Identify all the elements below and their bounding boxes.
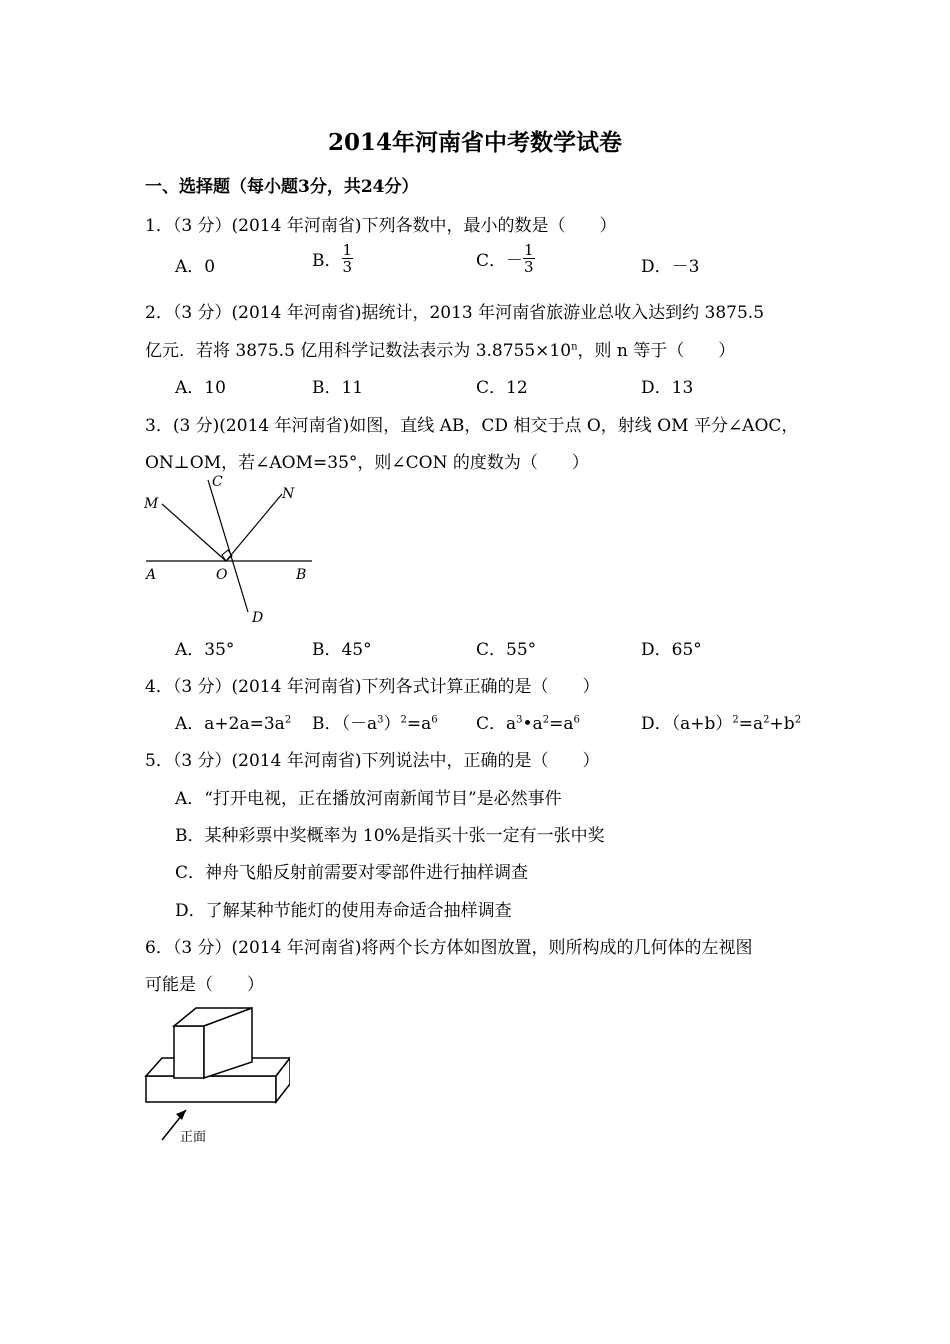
ray-on	[226, 494, 282, 561]
q6-cuboids-figure	[140, 1000, 290, 1150]
q4-b-sup1: 3	[377, 714, 384, 726]
q3-line1: 3．(3 分)(2014 年河南省)如图，直线 AB，CD 相交于点 O，射线 OM 平分∠AOC，	[145, 416, 799, 436]
q1-stem: 1．（3 分）(2014 年河南省)下列各数中，最小的数是（ ）	[145, 216, 617, 236]
q3-line2: ON⊥OM，若∠AOM=35°，则∠CON 的度数为（ ）	[145, 453, 589, 473]
q1-option-c-label: C．－	[476, 251, 524, 271]
q4-option-a	[175, 709, 291, 734]
q4-option-b	[312, 709, 438, 734]
front-arrow-icon	[176, 1110, 186, 1120]
label-m: M	[144, 496, 159, 512]
q2-option-d: D．13	[641, 378, 694, 398]
q3-option-d: D．65°	[641, 640, 702, 660]
label-b: B	[296, 567, 307, 583]
q5-option-d: D．了解某种节能灯的使用寿命适合抽样调查	[175, 901, 512, 921]
q1-option-c-fraction	[523, 242, 535, 275]
section-heading: 一、选择题（每小题3分，共24分）	[145, 177, 419, 197]
q2-line2	[145, 336, 735, 361]
q6-line2: 可能是（ ）	[145, 975, 264, 995]
q6-line1: 6．（3 分）(2014 年河南省)将两个长方体如图放置，则所构成的几何体的左视图	[145, 938, 753, 958]
q5-stem: 5．（3 分）(2014 年河南省)下列说法中，正确的是（ ）	[145, 751, 600, 771]
q4-d-end: +b	[769, 714, 795, 734]
q4-c-mid: •a	[522, 714, 543, 734]
q4-b-sup3: 6	[431, 714, 438, 726]
label-n: N	[282, 486, 295, 502]
q2-option-a: A．10	[175, 378, 226, 398]
q4-c-eq: =a	[549, 714, 574, 734]
q4-d-sup1: 2	[732, 714, 739, 726]
top-cube-front	[174, 1026, 204, 1078]
front-label: 正面	[180, 1130, 207, 1145]
q3-option-c: C．55°	[476, 640, 537, 660]
q1-option-c	[476, 242, 535, 275]
q3-option-b: B．45°	[312, 640, 372, 660]
q1-b-denominator: 3	[342, 258, 353, 276]
q4-a-text: A．a+2a=3a	[175, 714, 285, 734]
page-title: 2014年河南省中考数学试卷	[327, 129, 622, 156]
q2-line2-pre: 亿元．若将 3875.5 亿用科学记数法表示为 3.8755×10	[145, 341, 572, 361]
q4-c-sup2: 2	[542, 714, 550, 726]
label-a: A	[146, 567, 157, 583]
q2-option-b: B．11	[312, 378, 364, 398]
q2-exponent: n	[571, 341, 578, 353]
bottom-cuboid-front	[146, 1076, 276, 1102]
ray-om	[162, 504, 226, 561]
label-d: D	[252, 610, 264, 626]
q4-c-sup1: 3	[516, 714, 523, 726]
q4-b-sup2: 2	[400, 714, 407, 726]
q4-d-mid: =a	[738, 714, 764, 734]
q4-b-eq: =a	[406, 714, 432, 734]
q4-b-mid: ）	[383, 714, 401, 734]
q4-d-sup2: 2	[763, 714, 770, 726]
q1-option-b	[312, 242, 353, 275]
q5-option-b: B．某种彩票中奖概率为 10%是指买十张一定有一张中奖	[175, 826, 605, 846]
q4-stem: 4．（3 分）(2014 年河南省)下列各式计算正确的是（ ）	[145, 677, 600, 697]
q3-option-a: A．35°	[175, 640, 235, 660]
q2-option-c: C．12	[476, 378, 528, 398]
q4-c-sup3: 6	[573, 714, 580, 726]
q4-d-pre: D．（a+b）	[641, 714, 733, 734]
q4-c-pre: C．a	[476, 714, 517, 734]
q1-b-numerator: 1	[342, 241, 353, 259]
q4-d-sup3: 2	[794, 714, 802, 726]
q4-option-c	[476, 709, 580, 734]
q3-angle-figure	[140, 470, 330, 630]
q1-c-numerator: 1	[524, 241, 534, 259]
q1-option-b-label: B．	[312, 251, 342, 271]
q4-option-d	[641, 709, 801, 734]
q1-option-a: A．0	[175, 257, 216, 277]
line-cd	[208, 480, 248, 612]
q1-option-d: D．－3	[641, 257, 700, 277]
label-c: C	[212, 474, 223, 490]
q4-a-sup: 2	[284, 714, 292, 726]
q2-line1: 2．（3 分）(2014 年河南省)据统计，2013 年河南省旅游业总收入达到约 3875.5	[145, 303, 765, 323]
q5-option-c: C．神舟飞船反射前需要对零部件进行抽样调查	[175, 863, 529, 883]
q1-option-b-fraction	[342, 242, 354, 275]
label-o: O	[216, 567, 228, 583]
q1-c-denominator: 3	[524, 258, 534, 276]
q4-b-pre: B．（－a	[312, 714, 378, 734]
q5-option-a: A．“打开电视，正在播放河南新闻节目”是必然事件	[175, 789, 562, 809]
q2-line2-post: ，则 n 等于（ ）	[577, 341, 736, 361]
